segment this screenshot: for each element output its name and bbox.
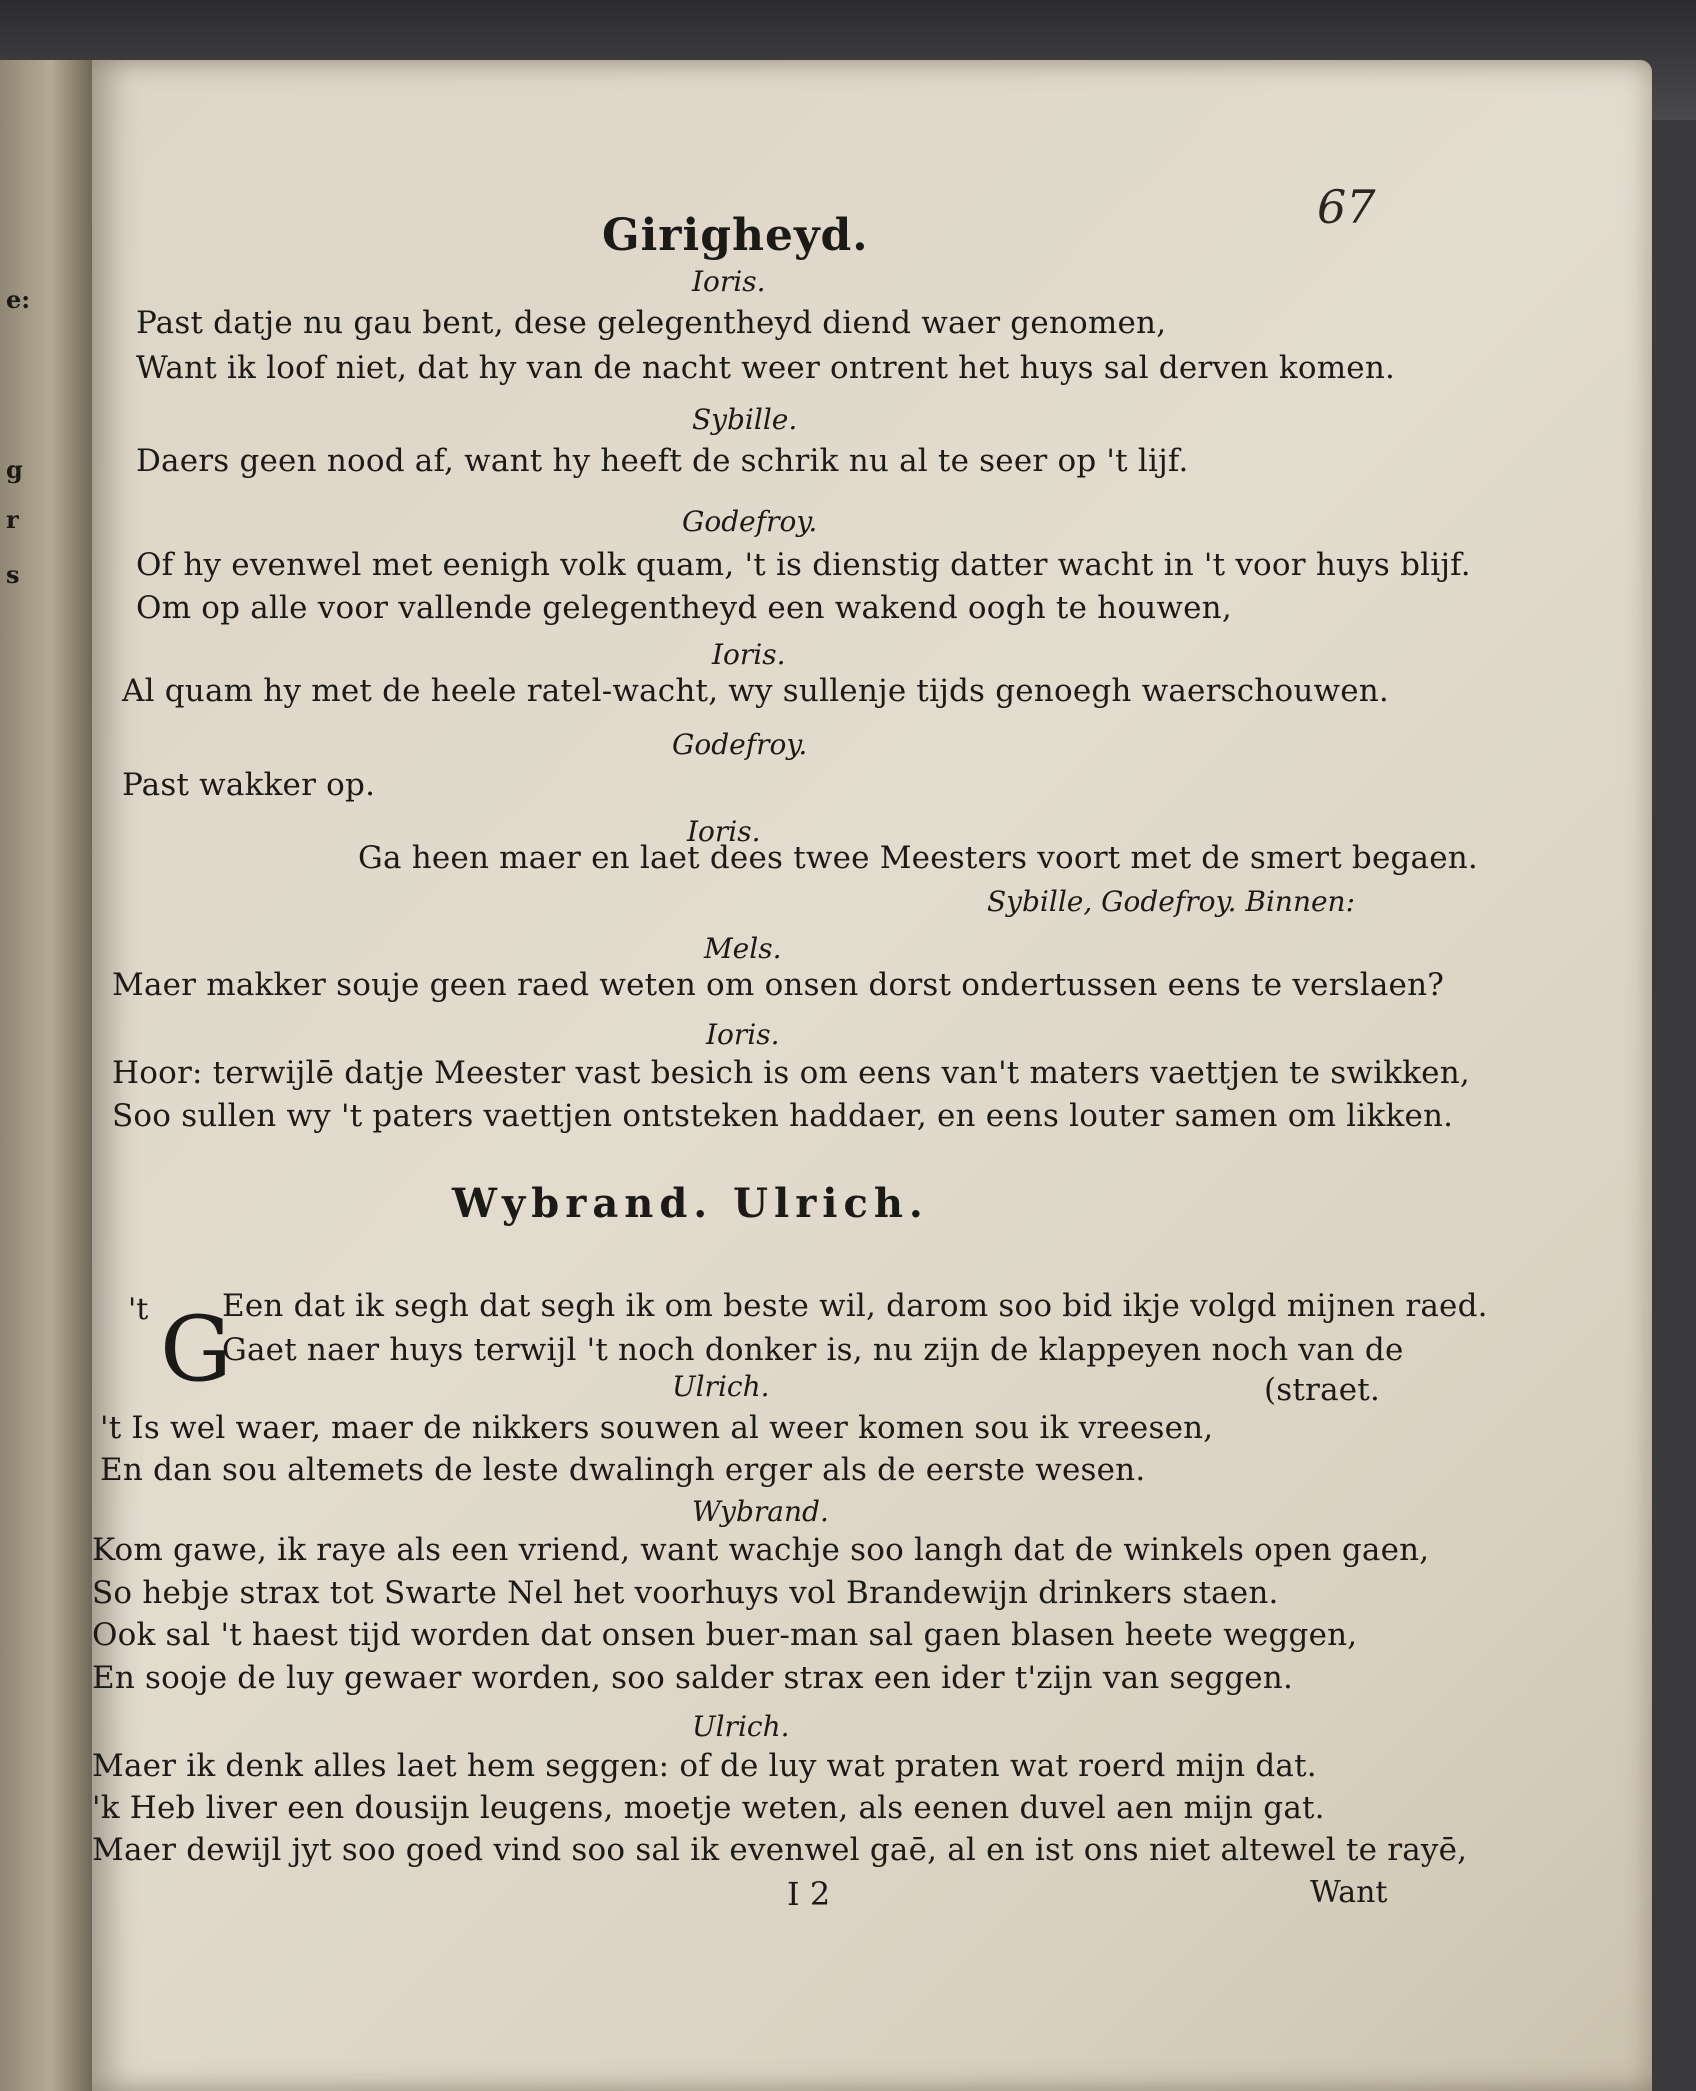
verse-line: Maer ik denk alles laet hem seggen: of de luy wat praten wat roerd mijn dat.	[92, 1748, 1317, 1784]
verse-line: Al quam hy met de heele ratel-wacht, wy sullenje tijds genoegh waerschouwen.	[122, 673, 1389, 709]
speaker: Ulrich.	[692, 1710, 790, 1743]
margin-fragment: s	[6, 560, 20, 589]
verse-line: En dan sou altemets de leste dwalingh erger als de eerste wesen.	[100, 1452, 1146, 1488]
speaker: Ioris.	[692, 265, 766, 298]
verse-line: 't Is wel waer, maer de nikkers souwen al weer komen sou ik vreesen,	[100, 1410, 1214, 1446]
verse-line: Om op alle voor vallende gelegentheyd een wakend oogh te houwen,	[136, 590, 1232, 626]
verse-line: Daers geen nood af, want hy heeft de schrik nu al te seer op 't lijf.	[136, 443, 1189, 479]
drop-capital: G	[160, 1297, 232, 1402]
page-number: 67	[1317, 180, 1376, 234]
signature-mark: I 2	[787, 1875, 831, 1913]
margin-fragment: g	[6, 455, 23, 484]
facing-page-edge	[0, 60, 95, 2091]
verse-line: 'k Heb liver een dousijn leugens, moetje weten, als eenen duvel aen mijn gat.	[92, 1790, 1325, 1826]
running-head: Girigheyd.	[602, 210, 869, 261]
verse-line: Ga heen maer en laet dees twee Meesters voort met de smert begaen.	[358, 840, 1478, 876]
speaker: Godefroy.	[682, 505, 818, 538]
verse-line: Maer makker souje geen raed weten om onsen dorst ondertussen eens te verslaen?	[112, 967, 1445, 1003]
verse-line: Ook sal 't haest tijd worden dat onsen buer-man sal gaen blasen heete weggen,	[92, 1617, 1358, 1653]
margin-fragment: r	[6, 505, 19, 534]
verse-line: Maer dewijl jyt soo goed vind soo sal ik evenwel gaē, al en ist ons niet altewel te rayē,	[92, 1832, 1468, 1868]
verse-line: So hebje strax tot Swarte Nel het voorhuys vol Brandewijn drinkers staen.	[92, 1575, 1279, 1611]
speaker: Godefroy.	[672, 728, 808, 761]
verse-line: Soo sullen wy 't paters vaettjen ontsteken haddaer, en eens louter samen om likken.	[112, 1098, 1454, 1134]
verse-line: Past wakker op.	[122, 767, 376, 803]
verse-line: En soojе de luy gewaer worden, soo salder strax een ider t'zijn van seggen.	[92, 1660, 1294, 1696]
verse-continuation: (straet.	[1264, 1372, 1381, 1408]
speaker: Ulrich.	[672, 1370, 770, 1403]
speaker: Sybille.	[692, 403, 798, 436]
book-page	[92, 60, 1652, 2091]
verse-line: Hoor: terwijlē datje Meester vast besich is om eens van't maters vaettjen te swikken,	[112, 1055, 1470, 1091]
speaker: Ioris.	[712, 638, 786, 671]
speaker: Wybrand.	[692, 1495, 829, 1528]
speaker: Ioris.	[687, 815, 761, 848]
page-text	[92, 60, 1652, 2091]
speaker: Mels.	[704, 932, 782, 965]
verse-line: Past datje nu gau bent, dese gelegentheyd diend waer genomen,	[136, 305, 1167, 341]
speaker: Ioris.	[706, 1018, 780, 1051]
margin-fragment: e:	[6, 285, 31, 314]
verse-line: Kom gawe, ik raye als een vriend, want wachje soo langh dat de winkels open gaen,	[92, 1532, 1430, 1568]
apostrophe-t: 't	[128, 1292, 149, 1327]
stage-direction: Sybille, Godefroy. Binnen:	[987, 885, 1356, 918]
catchword: Want	[1310, 1875, 1388, 1910]
verse-line: Want ik loof niet, dat hy van de nacht weer ontrent het huys sal derven komen.	[136, 350, 1396, 386]
verse-line: Gaet naer huys terwijl 't noch donker is, nu zijn de klappeyen noch van de	[222, 1332, 1404, 1368]
scene-heading: Wybrand. Ulrich.	[452, 1180, 929, 1227]
verse-line: Een dat ik segh dat segh ik om beste wil, darom soo bid ikje volgd mijnen raed.	[222, 1288, 1488, 1324]
verse-line: Of hy evenwel met eenigh volk quam, 't is dienstig datter wacht in 't voor huys blijf.	[136, 547, 1471, 583]
